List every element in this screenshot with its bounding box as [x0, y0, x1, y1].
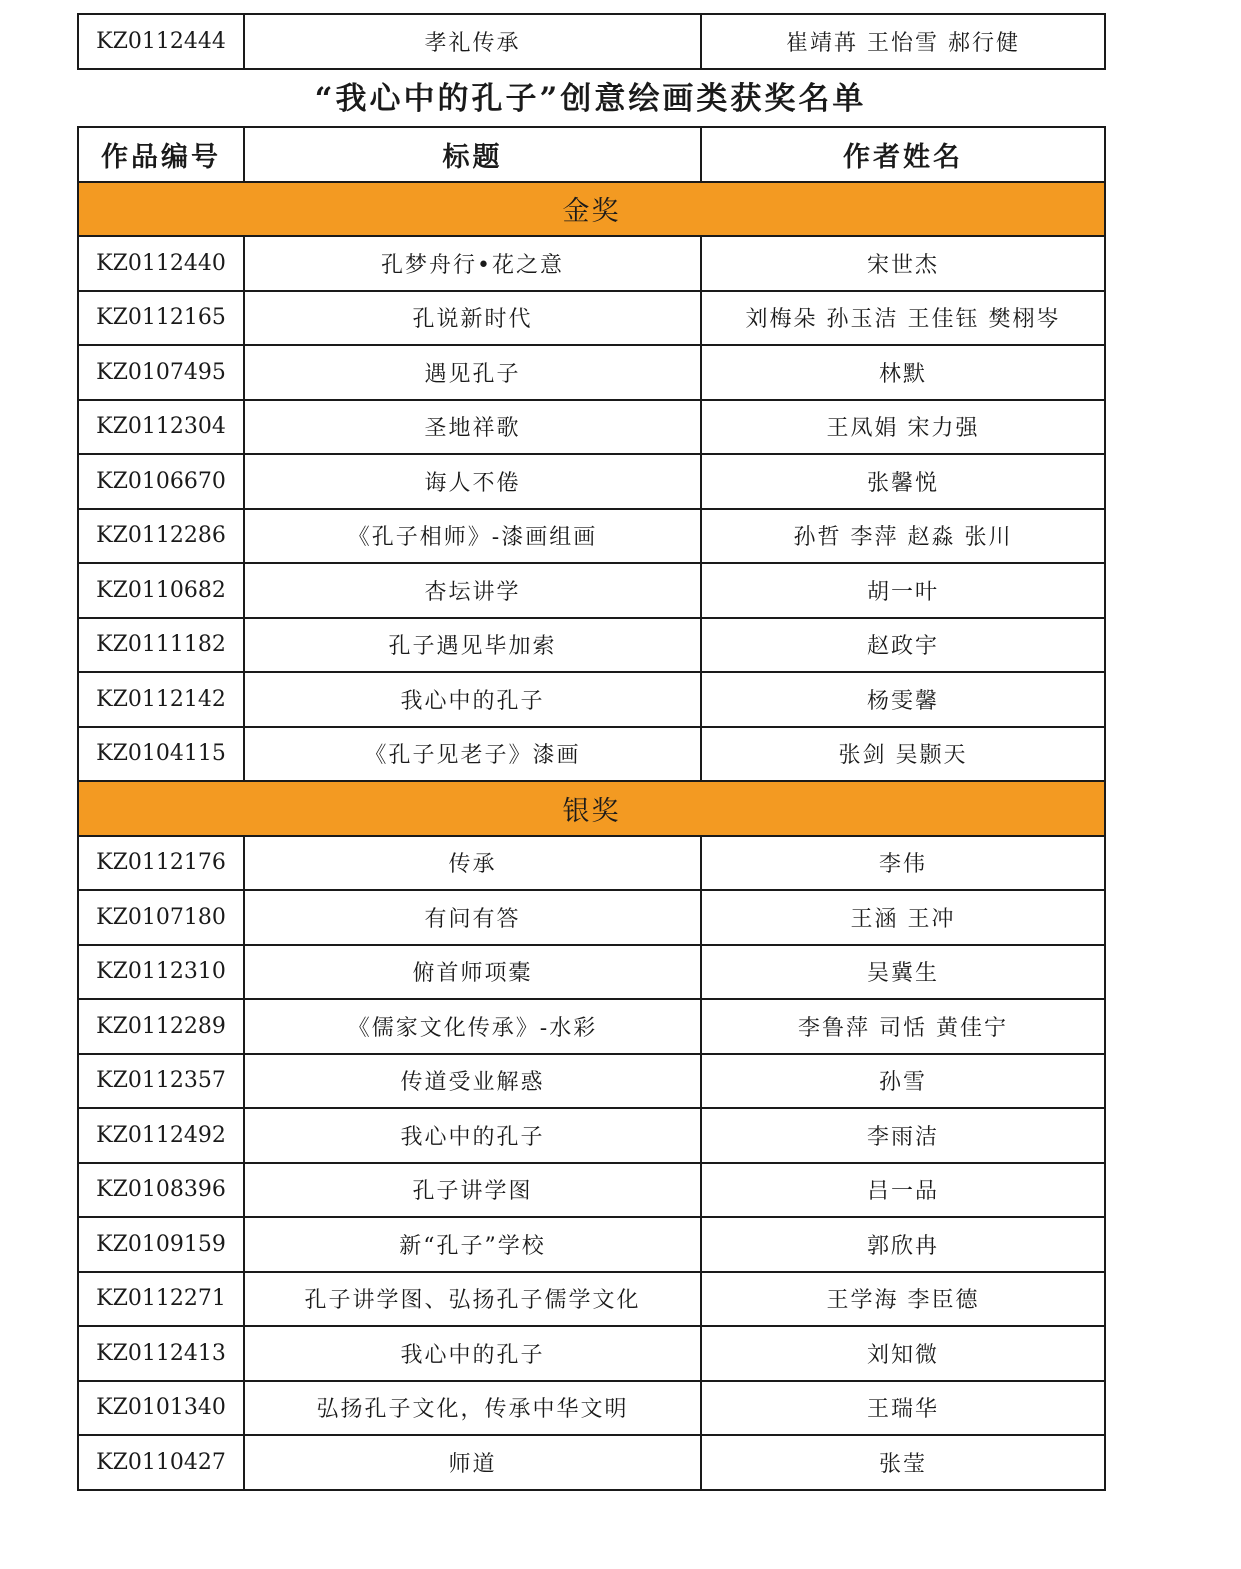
work-authors: 刘知微	[701, 1326, 1105, 1381]
work-title: 我心中的孔子	[244, 1326, 701, 1381]
table-row	[78, 1054, 1105, 1109]
table-row	[78, 1435, 1105, 1490]
table-row	[78, 945, 1105, 1000]
work-code: KZ0112310	[78, 945, 244, 1000]
work-title: 俯首师项橐	[244, 945, 701, 1000]
work-authors: 吴冀生	[701, 945, 1105, 1000]
work-code: KZ0112271	[78, 1272, 244, 1327]
work-code: KZ0112304	[78, 400, 244, 455]
awards-table-body	[78, 182, 1105, 1490]
table-row	[78, 1381, 1105, 1436]
work-title: 孔梦舟行•花之意	[244, 236, 701, 291]
table-row	[78, 618, 1105, 673]
award-section-band	[78, 781, 1105, 836]
work-title: 孔说新时代	[244, 291, 701, 346]
table-row	[78, 999, 1105, 1054]
work-code: KZ0112444	[78, 14, 244, 69]
work-code: KZ0110682	[78, 563, 244, 618]
table-row	[78, 1326, 1105, 1381]
work-code: KZ0107180	[78, 890, 244, 945]
awards-table	[77, 126, 1106, 1491]
work-authors: 张剑 吴颢天	[701, 727, 1105, 782]
table-header-row	[78, 127, 1105, 182]
table-row	[78, 1163, 1105, 1218]
work-authors: 刘梅朵 孙玉洁 王佳钰 樊栩岑	[701, 291, 1105, 346]
header-title: 标题	[244, 127, 701, 182]
work-code: KZ0112289	[78, 999, 244, 1054]
table-row	[78, 1108, 1105, 1163]
work-authors: 胡一叶	[701, 563, 1105, 618]
table-row	[78, 345, 1105, 400]
work-authors: 孙哲 李萍 赵淼 张川	[701, 509, 1105, 564]
table-row	[78, 563, 1105, 618]
table-row	[78, 14, 1105, 69]
work-authors: 崔靖苒 王怡雪 郝行健	[701, 14, 1105, 69]
award-section-label: 金奖	[78, 182, 1105, 237]
work-authors: 王瑞华	[701, 1381, 1105, 1436]
table-row	[78, 291, 1105, 346]
work-code: KZ0108396	[78, 1163, 244, 1218]
award-section-band	[78, 182, 1105, 237]
work-code: KZ0112176	[78, 836, 244, 891]
work-title: 孔子遇见毕加索	[244, 618, 701, 673]
work-title: 诲人不倦	[244, 454, 701, 509]
work-code: KZ0111182	[78, 618, 244, 673]
work-title: 遇见孔子	[244, 345, 701, 400]
table-row	[78, 400, 1105, 455]
work-code: KZ0109159	[78, 1217, 244, 1272]
work-authors: 宋世杰	[701, 236, 1105, 291]
work-title: 圣地祥歌	[244, 400, 701, 455]
work-title: 新“孔子”学校	[244, 1217, 701, 1272]
table-row	[78, 1217, 1105, 1272]
work-code: KZ0112357	[78, 1054, 244, 1109]
work-authors: 孙雪	[701, 1054, 1105, 1109]
work-authors: 李雨洁	[701, 1108, 1105, 1163]
work-code: KZ0112440	[78, 236, 244, 291]
work-code: KZ0101340	[78, 1381, 244, 1436]
work-code: KZ0110427	[78, 1435, 244, 1490]
work-authors: 李伟	[701, 836, 1105, 891]
table-row	[78, 454, 1105, 509]
work-title: 弘扬孔子文化，传承中华文明	[244, 1381, 701, 1436]
work-title: 孔子讲学图、弘扬孔子儒学文化	[244, 1272, 701, 1327]
table-row	[78, 672, 1105, 727]
table-row	[78, 509, 1105, 564]
work-authors: 张馨悦	[701, 454, 1105, 509]
previous-page-table	[77, 13, 1106, 70]
work-title: 《儒家文化传承》-水彩	[244, 999, 701, 1054]
work-title: 《孔子见老子》漆画	[244, 727, 701, 782]
work-authors: 赵政宇	[701, 618, 1105, 673]
work-title: 孔子讲学图	[244, 1163, 701, 1218]
work-authors: 王凤娟 宋力强	[701, 400, 1105, 455]
table-row	[78, 1272, 1105, 1327]
work-code: KZ0107495	[78, 345, 244, 400]
work-authors: 杨雯馨	[701, 672, 1105, 727]
document-title: “我心中的孔子”创意绘画类获奖名单	[314, 81, 867, 117]
header-code: 作品编号	[78, 127, 244, 182]
work-code: KZ0112492	[78, 1108, 244, 1163]
work-authors: 林默	[701, 345, 1105, 400]
work-title: 我心中的孔子	[244, 672, 701, 727]
work-authors: 吕一品	[701, 1163, 1105, 1218]
work-code: KZ0112165	[78, 291, 244, 346]
award-section-label: 银奖	[78, 781, 1105, 836]
work-code: KZ0112286	[78, 509, 244, 564]
work-title: 师道	[244, 1435, 701, 1490]
work-code: KZ0112142	[78, 672, 244, 727]
work-title: 传道受业解惑	[244, 1054, 701, 1109]
table-row	[78, 890, 1105, 945]
work-title: 我心中的孔子	[244, 1108, 701, 1163]
work-title: 杏坛讲学	[244, 563, 701, 618]
table-row	[78, 236, 1105, 291]
work-authors: 郭欣冉	[701, 1217, 1105, 1272]
work-code: KZ0112413	[78, 1326, 244, 1381]
table-row	[78, 836, 1105, 891]
work-authors: 张莹	[701, 1435, 1105, 1490]
work-authors: 王学海 李臣德	[701, 1272, 1105, 1327]
work-code: KZ0104115	[78, 727, 244, 782]
work-code: KZ0106670	[78, 454, 244, 509]
table-row	[78, 727, 1105, 782]
header-authors: 作者姓名	[701, 127, 1105, 182]
work-title: 《孔子相师》-漆画组画	[244, 509, 701, 564]
work-title: 孝礼传承	[244, 14, 701, 69]
work-authors: 王涵 王冲	[701, 890, 1105, 945]
work-authors: 李鲁萍 司恬 黄佳宁	[701, 999, 1105, 1054]
work-title: 有问有答	[244, 890, 701, 945]
work-title: 传承	[244, 836, 701, 891]
